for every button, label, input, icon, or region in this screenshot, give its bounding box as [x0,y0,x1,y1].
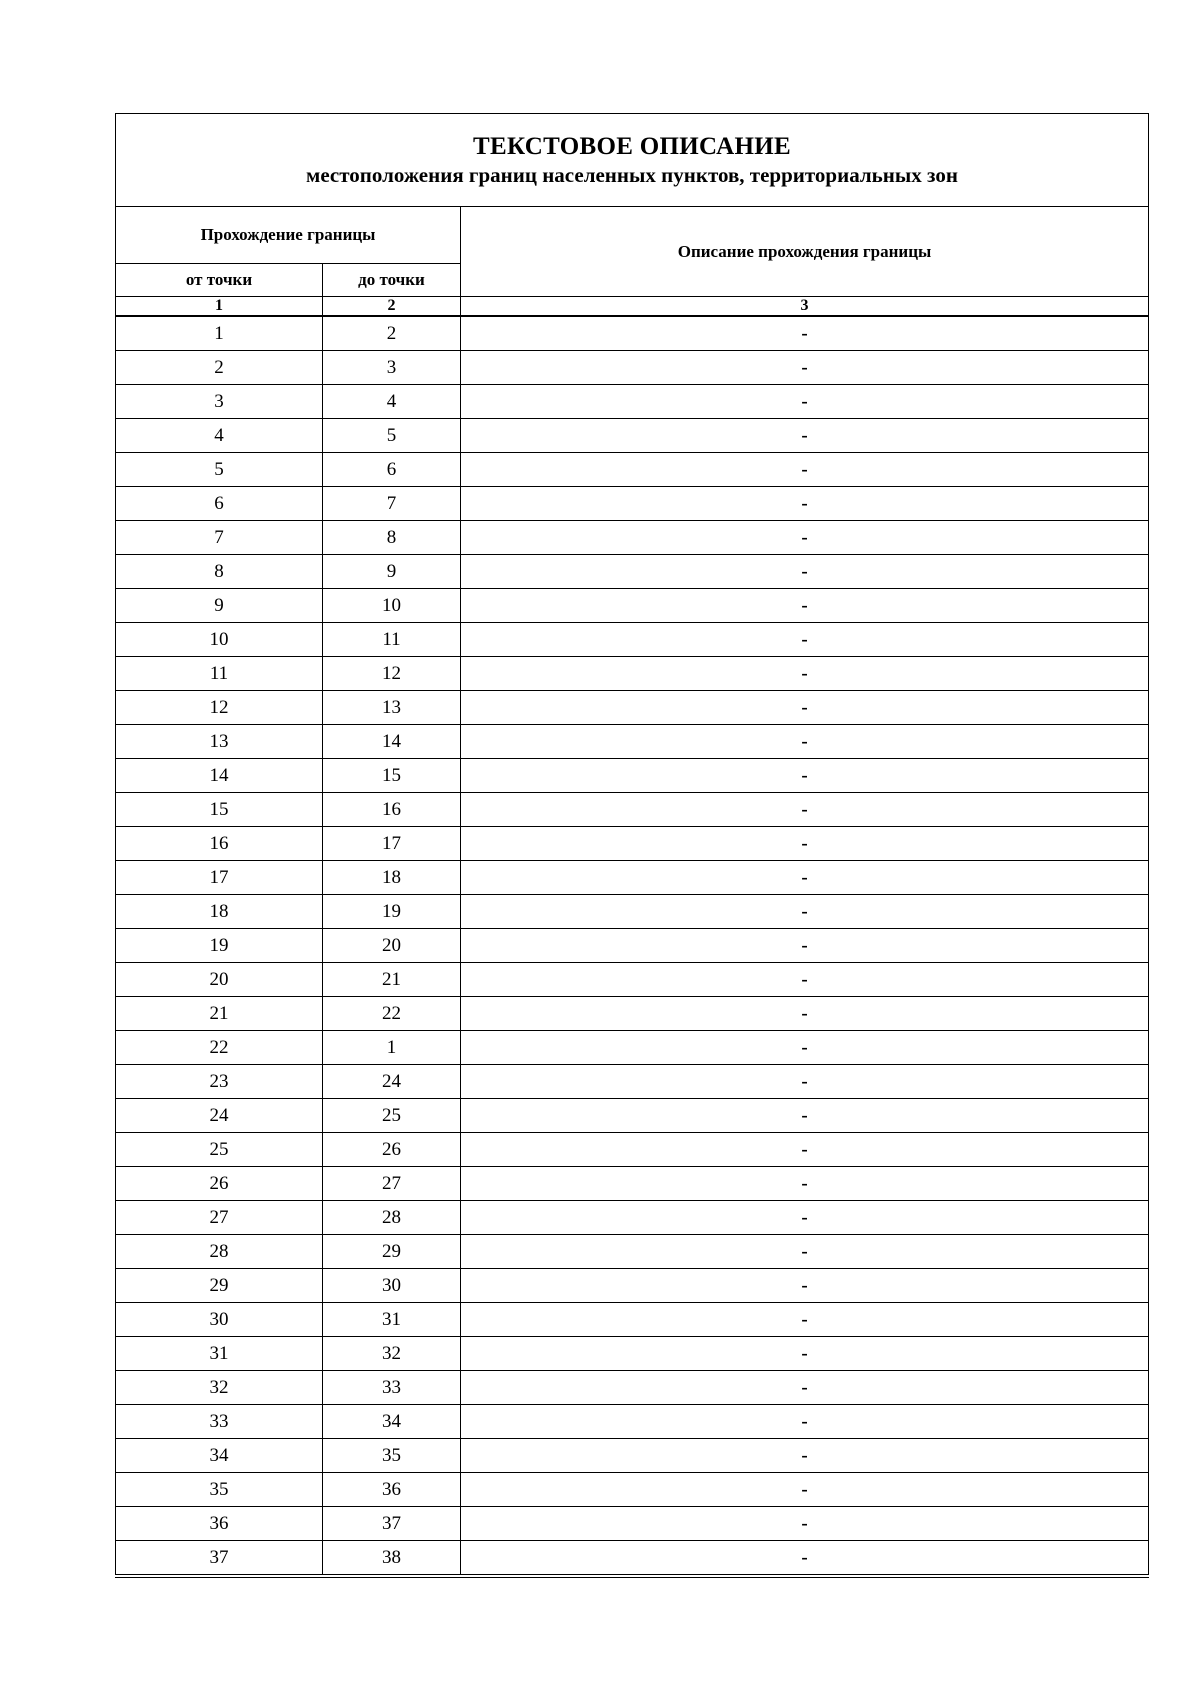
table-row [116,861,1149,895]
table-row [116,929,1149,963]
table-row [116,589,1149,623]
table-row [116,691,1149,725]
to-point-cell: 6 [323,453,461,487]
from-point-cell: 26 [116,1167,323,1201]
to-point-cell: 15 [323,759,461,793]
to-point-cell: 26 [323,1133,461,1167]
from-point-cell: 3 [116,385,323,419]
table-row [116,1541,1149,1577]
description-cell: - [461,759,1149,793]
document-title: ТЕКСТОВОЕ ОПИСАНИЕ [473,133,791,160]
table-row [116,1473,1149,1507]
description-cell: - [461,1133,1149,1167]
from-point-cell: 35 [116,1473,323,1507]
from-point-cell: 4 [116,419,323,453]
column-number-row [116,297,1149,317]
to-point-cell: 1 [323,1031,461,1065]
to-point-cell: 22 [323,997,461,1031]
table-row [116,385,1149,419]
from-point-cell: 17 [116,861,323,895]
description-cell: - [461,1337,1149,1371]
header-passage: Прохождение границы [116,207,461,264]
from-point-cell: 14 [116,759,323,793]
table-row [116,997,1149,1031]
from-point-cell: 30 [116,1303,323,1337]
from-point-cell: 21 [116,997,323,1031]
to-point-cell: 19 [323,895,461,929]
to-point-cell: 14 [323,725,461,759]
description-cell: - [461,1405,1149,1439]
to-point-cell: 12 [323,657,461,691]
description-cell: - [461,1201,1149,1235]
description-cell: - [461,691,1149,725]
column-number-3: 3 [461,297,1149,317]
description-cell: - [461,895,1149,929]
from-point-cell: 19 [116,929,323,963]
from-point-cell: 2 [116,351,323,385]
header-description: Описание прохождения границы [461,207,1149,297]
table-row [116,487,1149,521]
header-row-1 [116,207,1149,264]
document-subtitle: местоположения границ населенных пунктов, территориальных зон [306,163,958,187]
to-point-cell: 5 [323,419,461,453]
description-cell: - [461,453,1149,487]
description-cell: - [461,1065,1149,1099]
to-point-cell: 21 [323,963,461,997]
boundary-table [115,113,1149,1578]
from-point-cell: 12 [116,691,323,725]
title-cell [116,114,1149,207]
table-row [116,827,1149,861]
to-point-cell: 4 [323,385,461,419]
to-point-cell: 34 [323,1405,461,1439]
description-cell: - [461,555,1149,589]
title-row [116,114,1149,207]
to-point-cell: 16 [323,793,461,827]
description-cell: - [461,487,1149,521]
table-row [116,623,1149,657]
from-point-cell: 31 [116,1337,323,1371]
description-cell: - [461,1541,1149,1577]
from-point-cell: 18 [116,895,323,929]
table-row [116,419,1149,453]
from-point-cell: 11 [116,657,323,691]
to-point-cell: 30 [323,1269,461,1303]
header-to-point: до точки [323,264,461,297]
description-cell: - [461,589,1149,623]
to-point-cell: 8 [323,521,461,555]
to-point-cell: 31 [323,1303,461,1337]
from-point-cell: 10 [116,623,323,657]
to-point-cell: 7 [323,487,461,521]
from-point-cell: 37 [116,1541,323,1577]
from-point-cell: 34 [116,1439,323,1473]
from-point-cell: 32 [116,1371,323,1405]
description-cell: - [461,419,1149,453]
description-cell: - [461,1371,1149,1405]
description-cell: - [461,385,1149,419]
table-row [116,521,1149,555]
table-row [116,1269,1149,1303]
from-point-cell: 20 [116,963,323,997]
table-row [116,759,1149,793]
to-point-cell: 3 [323,351,461,385]
column-number-2: 2 [323,297,461,317]
column-number-1: 1 [116,297,323,317]
from-point-cell: 29 [116,1269,323,1303]
description-cell: - [461,316,1149,351]
from-point-cell: 36 [116,1507,323,1541]
from-point-cell: 5 [116,453,323,487]
table-row [116,963,1149,997]
description-cell: - [461,1031,1149,1065]
description-cell: - [461,1439,1149,1473]
from-point-cell: 25 [116,1133,323,1167]
description-cell: - [461,1507,1149,1541]
to-point-cell: 9 [323,555,461,589]
description-cell: - [461,793,1149,827]
table-row [116,793,1149,827]
from-point-cell: 13 [116,725,323,759]
from-point-cell: 23 [116,1065,323,1099]
to-point-cell: 10 [323,589,461,623]
description-cell: - [461,861,1149,895]
table-row [116,1439,1149,1473]
table-row [116,657,1149,691]
to-point-cell: 25 [323,1099,461,1133]
table-row [116,1405,1149,1439]
table-row [116,1303,1149,1337]
description-cell: - [461,1099,1149,1133]
to-point-cell: 2 [323,316,461,351]
to-point-cell: 38 [323,1541,461,1577]
table-row [116,1167,1149,1201]
from-point-cell: 9 [116,589,323,623]
description-cell: - [461,1473,1149,1507]
table-row [116,555,1149,589]
description-cell: - [461,351,1149,385]
from-point-cell: 8 [116,555,323,589]
to-point-cell: 18 [323,861,461,895]
to-point-cell: 29 [323,1235,461,1269]
description-cell: - [461,997,1149,1031]
table-row [116,1099,1149,1133]
from-point-cell: 28 [116,1235,323,1269]
boundary-description-sheet [115,113,1148,1578]
from-point-cell: 24 [116,1099,323,1133]
table-row [116,1065,1149,1099]
description-cell: - [461,1235,1149,1269]
to-point-cell: 36 [323,1473,461,1507]
to-point-cell: 33 [323,1371,461,1405]
to-point-cell: 35 [323,1439,461,1473]
table-row [116,453,1149,487]
from-point-cell: 33 [116,1405,323,1439]
table-row [116,1031,1149,1065]
table-row [116,1507,1149,1541]
table-row [116,725,1149,759]
header-from-point: от точки [116,264,323,297]
from-point-cell: 16 [116,827,323,861]
to-point-cell: 17 [323,827,461,861]
table-row [116,1337,1149,1371]
description-cell: - [461,827,1149,861]
table-row [116,1371,1149,1405]
table-row [116,1201,1149,1235]
description-cell: - [461,963,1149,997]
description-cell: - [461,521,1149,555]
table-row [116,1133,1149,1167]
description-cell: - [461,725,1149,759]
to-point-cell: 20 [323,929,461,963]
table-row [116,351,1149,385]
description-cell: - [461,1303,1149,1337]
description-cell: - [461,657,1149,691]
to-point-cell: 13 [323,691,461,725]
description-cell: - [461,1269,1149,1303]
from-point-cell: 15 [116,793,323,827]
from-point-cell: 22 [116,1031,323,1065]
description-cell: - [461,929,1149,963]
to-point-cell: 32 [323,1337,461,1371]
from-point-cell: 6 [116,487,323,521]
to-point-cell: 27 [323,1167,461,1201]
to-point-cell: 24 [323,1065,461,1099]
description-cell: - [461,623,1149,657]
table-row [116,895,1149,929]
from-point-cell: 1 [116,316,323,351]
table-row [116,1235,1149,1269]
to-point-cell: 28 [323,1201,461,1235]
table-row [116,316,1149,351]
to-point-cell: 11 [323,623,461,657]
from-point-cell: 7 [116,521,323,555]
from-point-cell: 27 [116,1201,323,1235]
to-point-cell: 37 [323,1507,461,1541]
description-cell: - [461,1167,1149,1201]
